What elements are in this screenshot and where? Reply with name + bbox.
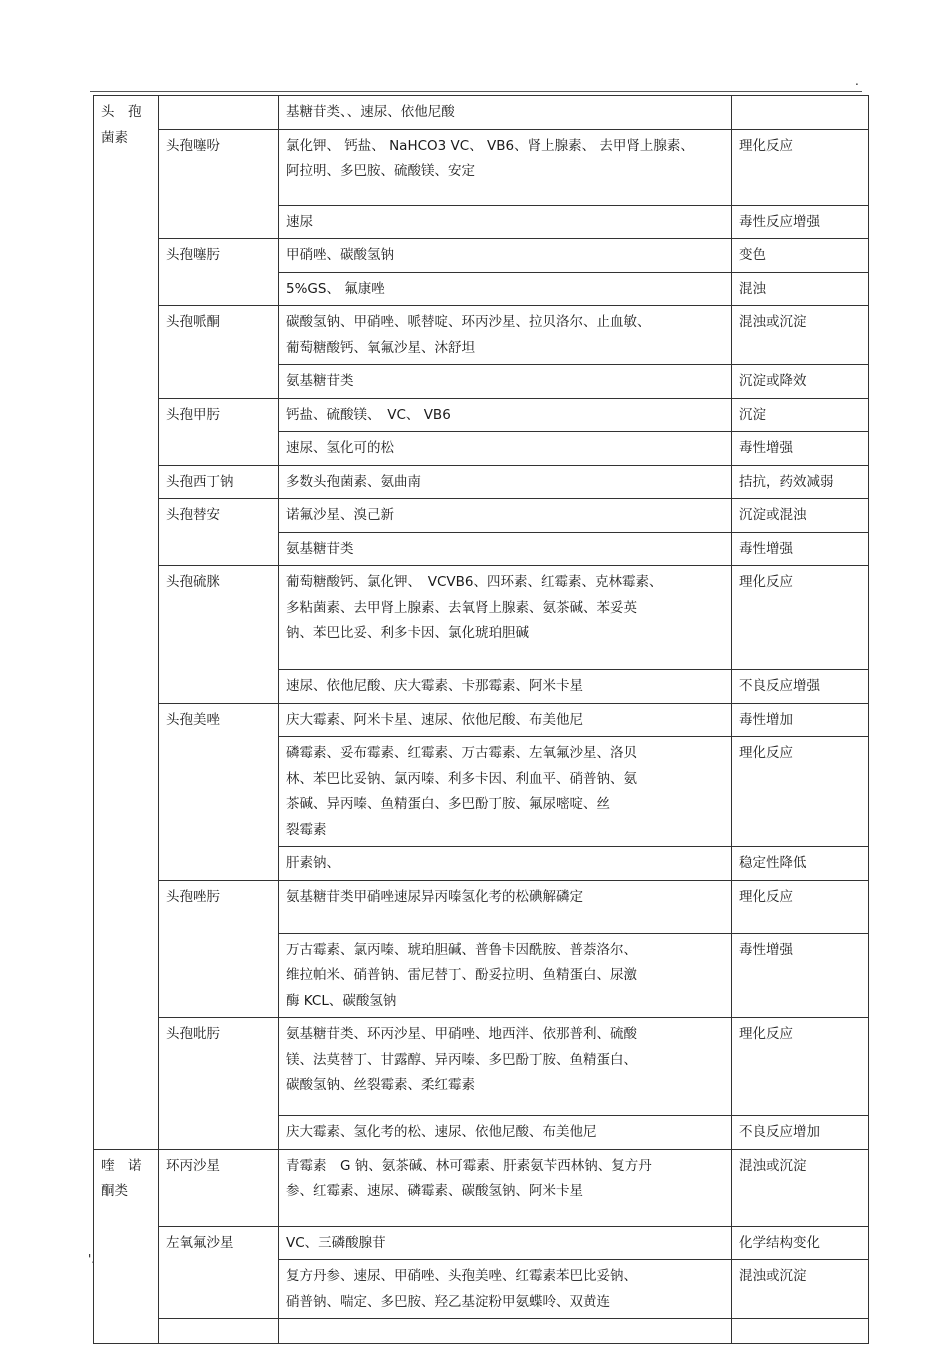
- incompatible-drugs-cell: VC、三磷酸腺苷: [279, 1226, 732, 1260]
- drug-name-cell: 头孢美唑: [159, 703, 279, 880]
- table-row: [94, 703, 869, 737]
- reaction-result-cell: 沉淀: [732, 398, 869, 432]
- reaction-result-cell: 理化反应: [732, 566, 869, 670]
- incompatible-drugs-cell: 氨基糖苷类: [279, 532, 732, 566]
- header-rule: [90, 91, 862, 92]
- incompatible-drugs-cell: 速尿、依他尼酸、庆大霉素、卡那霉素、阿米卡星: [279, 670, 732, 704]
- incompatible-drugs-cell: 肝素钠、: [279, 847, 732, 881]
- reaction-result-cell: 理化反应: [732, 880, 869, 933]
- category-cell: [94, 1149, 159, 1344]
- drug-name-cell: [159, 1319, 279, 1344]
- incompatible-drugs-cell: 基糖苷类、、速尿、依他尼酸: [279, 96, 732, 130]
- table-row: [94, 398, 869, 432]
- incompatible-drugs-cell: 葡萄糖酸钙、氯化钾、 VCVB6、四环素、红霉素、克林霉素、 多粘菌素、去甲肾上腺素、去氧肾上腺素、氨茶碱、苯妥英 钠、苯巴比妥、利多卡因、氯化琥珀胆碱: [279, 566, 732, 670]
- incompatible-drugs-cell: 氨基糖苷类: [279, 365, 732, 399]
- category-label-line: 喹 诺: [101, 1157, 142, 1174]
- table-row: [94, 499, 869, 533]
- reaction-result-cell: 沉淀或混浊: [732, 499, 869, 533]
- incompatible-drugs-cell: 碳酸氢钠、甲硝唑、哌替啶、环丙沙星、拉贝洛尔、止血敏、 葡萄糖酸钙、氧氟沙星、沐舒坦: [279, 306, 732, 365]
- reaction-result-cell: 拮抗，药效减弱: [732, 465, 869, 499]
- reaction-result-cell: 毒性增强: [732, 933, 869, 1018]
- table-row: [94, 1149, 869, 1226]
- reaction-result-cell: 毒性增强: [732, 432, 869, 466]
- category-label-line: 菌素: [101, 129, 128, 146]
- incompatible-drugs-cell: 氨基糖苷类、环丙沙星、甲硝唑、地西泮、依那普利、硫酸 镁、法莫替丁、甘露醇、异丙嗪、多巴酚丁胺、鱼精蛋白、 碳酸氢钠、丝裂霉素、柔红霉素: [279, 1018, 732, 1116]
- drug-name-cell: 头孢硫脒: [159, 566, 279, 704]
- table-row: [94, 465, 869, 499]
- reaction-result-cell: 理化反应: [732, 1018, 869, 1116]
- reaction-result-cell: [732, 1319, 869, 1344]
- incompatible-drugs-cell: 速尿: [279, 205, 732, 239]
- reaction-result-cell: 毒性增加: [732, 703, 869, 737]
- drug-name-cell: 头孢噻吩: [159, 129, 279, 239]
- page-mark-bottom: '.: [88, 1252, 96, 1266]
- reaction-result-cell: 混浊或沉淀: [732, 1149, 869, 1226]
- reaction-result-cell: 不良反应增加: [732, 1116, 869, 1150]
- incompatible-drugs-cell: 氨基糖苷类甲硝唑速尿异丙嗪氢化考的松碘解磷定: [279, 880, 732, 933]
- reaction-result-cell: 混浊或沉淀: [732, 306, 869, 365]
- incompatible-drugs-cell: 复方丹参、速尿、甲硝唑、头孢美唑、红霉素苯巴比妥钠、 硝普钠、喘定、多巴胺、羟乙基淀粉甲氨蝶呤、双黄连: [279, 1260, 732, 1319]
- reaction-result-cell: 理化反应: [732, 737, 869, 847]
- page-mark-top: .: [855, 74, 859, 88]
- table-row: [94, 880, 869, 933]
- table-row: [94, 566, 869, 670]
- incompatible-drugs-cell: [279, 1319, 732, 1344]
- incompatible-drugs-cell: 速尿、氢化可的松: [279, 432, 732, 466]
- incompatible-drugs-cell: 青霉素 G 钠、氨茶碱、林可霉素、肝素氨苄西林钠、复方丹 参、红霉素、速尿、磷霉素、碳酸氢钠、阿米卡星: [279, 1149, 732, 1226]
- drug-name-cell: 头孢吡肟: [159, 1018, 279, 1150]
- reaction-result-cell: 混浊或沉淀: [732, 1260, 869, 1319]
- drug-name-cell: 头孢西丁钠: [159, 465, 279, 499]
- reaction-result-cell: 毒性增强: [732, 532, 869, 566]
- drug-name-cell: 头孢哌酮: [159, 306, 279, 399]
- reaction-result-cell: 稳定性降低: [732, 847, 869, 881]
- category-label-line: 酮类: [101, 1183, 128, 1199]
- incompatible-drugs-cell: 氯化钾、 钙盐、 NaHCO3 VC、 VB6、肾上腺素、 去甲肾上腺素、 阿拉明、多巴胺、硫酸镁、安定: [279, 129, 732, 205]
- reaction-result-cell: 化学结构变化: [732, 1226, 869, 1260]
- drug-name-cell: [159, 96, 279, 130]
- table-row: [94, 239, 869, 273]
- reaction-result-cell: [732, 96, 869, 130]
- category-label-line: 头 孢: [101, 104, 142, 120]
- table-row: [94, 96, 869, 130]
- table-body: [94, 96, 869, 1344]
- incompatible-drugs-cell: 5%GS、 氟康唑: [279, 272, 732, 306]
- drug-name-cell: 头孢唑肟: [159, 880, 279, 1018]
- drug-name-cell: 头孢替安: [159, 499, 279, 566]
- reaction-result-cell: 沉淀或降效: [732, 365, 869, 399]
- incompatible-drugs-cell: 诺氟沙星、溴己新: [279, 499, 732, 533]
- table-row: [94, 1319, 869, 1344]
- incompatible-drugs-cell: 庆大霉素、阿米卡星、速尿、依他尼酸、布美他尼: [279, 703, 732, 737]
- incompatible-drugs-cell: 庆大霉素、氢化考的松、速尿、依他尼酸、布美他尼: [279, 1116, 732, 1150]
- table-row: [94, 306, 869, 365]
- incompatible-drugs-cell: 多数头孢菌素、氨曲南: [279, 465, 732, 499]
- incompatible-drugs-cell: 甲硝唑、碳酸氢钠: [279, 239, 732, 273]
- reaction-result-cell: 理化反应: [732, 129, 869, 205]
- reaction-result-cell: 混浊: [732, 272, 869, 306]
- table-row: [94, 1226, 869, 1260]
- table-row: [94, 129, 869, 205]
- incompatible-drugs-cell: 磷霉素、妥布霉素、红霉素、万古霉素、左氧氟沙星、洛贝 林、苯巴比妥钠、氯丙嗪、利多卡因、利血平、硝普钠、氨 茶碱、异丙嗪、鱼精蛋白、多巴酚丁胺、氟尿嘧啶、丝 裂霉素: [279, 737, 732, 847]
- reaction-result-cell: 不良反应增强: [732, 670, 869, 704]
- drug-name-cell: 头孢甲肟: [159, 398, 279, 465]
- drug-name-cell: 左氧氟沙星: [159, 1226, 279, 1319]
- drug-incompatibility-table: [93, 95, 869, 1344]
- incompatible-drugs-cell: 钙盐、硫酸镁、 VC、 VB6: [279, 398, 732, 432]
- reaction-result-cell: 变色: [732, 239, 869, 273]
- drug-name-cell: 环丙沙星: [159, 1149, 279, 1226]
- table-row: [94, 1018, 869, 1116]
- incompatible-drugs-cell: 万古霉素、氯丙嗪、琥珀胆碱、普鲁卡因酰胺、普萘洛尔、 维拉帕米、硝普钠、雷尼替丁、酚妥拉明、鱼精蛋白、尿激 酶 KCL、碳酸氢钠: [279, 933, 732, 1018]
- category-cell: [94, 96, 159, 1150]
- drug-name-cell: 头孢噻肟: [159, 239, 279, 306]
- reaction-result-cell: 毒性反应增强: [732, 205, 869, 239]
